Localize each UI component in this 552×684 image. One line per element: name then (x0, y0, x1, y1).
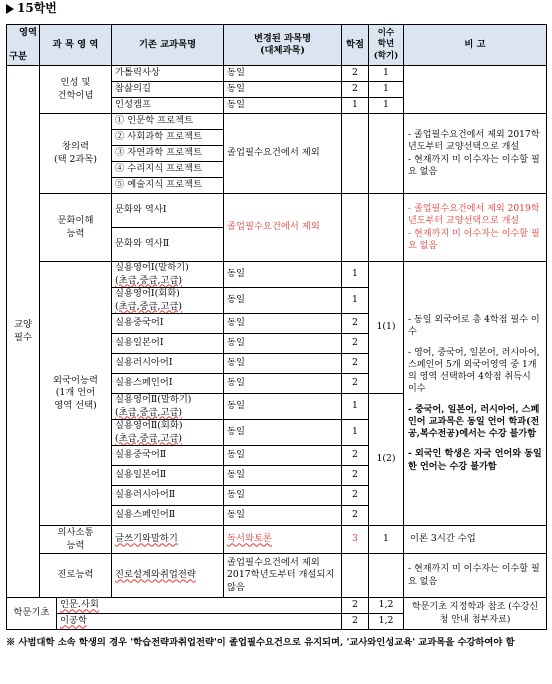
header-row (7, 25, 547, 66)
course-changed: 동일 (224, 354, 342, 374)
course-year: 1,2 (369, 614, 404, 630)
course-changed: 동일 (224, 288, 342, 314)
course-name: 실용스페인어Ⅰ (112, 374, 224, 394)
remarks-culture (404, 194, 547, 262)
note-1: - 동일 외국어로 총 4학점 필수 이수 (408, 315, 540, 338)
course-credits: 1 (342, 98, 369, 114)
course-credits: 2 (342, 314, 369, 334)
remarks-basic: 학문기초 지정학과 참조 (수강신청 안내 첨부자료) (404, 598, 547, 630)
table-row (7, 194, 547, 228)
course-name: 인성캠프 (112, 98, 224, 114)
note-2: - 현재까지 미 이수자는 이수할 필요 없음 (408, 228, 540, 251)
course-changed: 동일 (224, 506, 342, 526)
field-culture: 문화이해 능력 (40, 194, 112, 262)
course-credits: 2 (342, 374, 369, 394)
header-remarks: 비 고 (404, 25, 547, 66)
course-name: 진로설계와취업전략 (112, 554, 224, 598)
course-name-main: 실용영어Ⅰ(말하기) (115, 262, 189, 274)
course-changed: 동일 (224, 262, 342, 288)
header-area: 영역 (19, 27, 37, 38)
course-name (112, 420, 224, 446)
note-1: - 졸업필수요건에서 제외 2017학년도부터 교양선택으로 개설 (408, 129, 540, 153)
course-changed: 동일 (224, 486, 342, 506)
curriculum-table (6, 24, 547, 598)
course-name: 실용러시아어Ⅱ (112, 486, 224, 506)
course-name: 문화와 역사Ⅰ (112, 194, 224, 228)
course-credits: 2 (342, 486, 369, 506)
course-credits: 1 (342, 262, 369, 288)
course-name: 실용중국어Ⅰ (112, 314, 224, 334)
course-name-main: 실용영어Ⅰ(회화) (115, 288, 180, 300)
table-row (7, 66, 547, 82)
course-credits: 2 (342, 82, 369, 98)
course-changed: 동일 (224, 420, 342, 446)
course-changed: 졸업필수요건에서 제외 (224, 194, 342, 262)
course-name: 이공학 (57, 614, 342, 630)
course-name: ④ 수리지식 프로젝트 (112, 162, 224, 178)
credits-empty (342, 194, 369, 262)
course-changed: 동일 (224, 334, 342, 354)
header-year-line2: 학년 (377, 39, 395, 50)
remarks-creativity (404, 114, 547, 194)
course-changed: 동일 (224, 66, 342, 82)
course-changed: 독서와토론 (224, 526, 342, 554)
note-1: - 졸업필수요건에서 제외 2019학년도부터 교양선택으로 개설 (408, 203, 540, 227)
table-row (7, 526, 547, 554)
course-changed: 동일 (224, 466, 342, 486)
table-row (7, 598, 547, 614)
course-year: 1(1) (369, 262, 404, 394)
course-credits: 2 (342, 446, 369, 466)
course-name (112, 288, 224, 314)
header-credits: 학점 (342, 25, 369, 66)
course-changed: 동일 (224, 98, 342, 114)
year-empty (369, 194, 404, 262)
basic-table (6, 597, 547, 630)
field-humanity: 인성 및 건학이념 (40, 66, 112, 114)
table-row (7, 554, 547, 598)
area-division-header (7, 25, 40, 66)
course-credits: 2 (342, 66, 369, 82)
course-year: 1 (369, 98, 404, 114)
course-name: 실용스페인어Ⅱ (112, 506, 224, 526)
remarks-humanity (404, 66, 547, 114)
course-credits: 1 (342, 288, 369, 314)
course-name: 가톨릭사상 (112, 66, 224, 82)
course-year: 1 (369, 526, 404, 554)
course-name-sub: (초급,중급,고급) (115, 274, 183, 286)
year-empty (369, 554, 404, 598)
course-changed: 동일 (224, 394, 342, 420)
note-2: - 현재까지 미 이수자는 이수할 필요 없음 (408, 154, 540, 177)
course-name: ③ 자연과학 프로젝트 (112, 146, 224, 162)
footnote: ※ 사범대학 소속 학생의 경우 '학습전략과취업전략'이 졸업필수요건으로 유지되며, '교사와인성교육' 교과목을 수강하여야 함 (6, 637, 515, 648)
course-year: 1 (369, 66, 404, 82)
course-changed: 동일 (224, 446, 342, 466)
course-name: 실용일본어Ⅱ (112, 466, 224, 486)
course-changed: 동일 (224, 374, 342, 394)
remarks-career: - 현재까지 미 이수자는 이수할 필요 없음 (404, 554, 547, 598)
course-name: 글쓰기와말하기 (112, 526, 224, 554)
course-name-main: 실용영어Ⅱ(회화) (115, 420, 183, 432)
course-changed: 졸업필수요건에서 제외 (224, 114, 342, 194)
header-year-line1: 이수 (377, 28, 395, 39)
field-foreign: 외국어능력 (1개 언어 영역 선택) (40, 262, 112, 526)
course-name: 실용일본어Ⅰ (112, 334, 224, 354)
course-name: ① 인문학 프로젝트 (112, 114, 224, 130)
course-name: 참삶의길 (112, 82, 224, 98)
header-changed-line2: (대체과목) (260, 45, 305, 56)
course-year: 1(2) (369, 394, 404, 526)
header-year (369, 25, 404, 66)
main-group-label: 교양 필수 (7, 66, 40, 598)
course-changed: 동일 (224, 82, 342, 98)
table-row (7, 114, 547, 130)
field-communication: 의사소통 능력 (40, 526, 112, 554)
section-heading (6, 0, 57, 16)
header-division: 구분 (9, 50, 27, 62)
header-changed (224, 25, 342, 66)
credits-empty (342, 114, 369, 194)
field-creativity: 창의력 (택 2과목) (40, 114, 112, 194)
header-changed-line1: 변경된 과목명 (253, 32, 312, 44)
course-name: 실용중국어Ⅱ (112, 446, 224, 466)
course-year: 1,2 (369, 598, 404, 614)
course-credits: 2 (342, 466, 369, 486)
note-4: - 외국인 학생은 자국 언어와 동일한 언어는 수강 불가함 (408, 448, 542, 472)
year-empty (369, 114, 404, 194)
credits-empty (342, 554, 369, 598)
course-name: 문화와 역사Ⅱ (112, 228, 224, 262)
note-3: - 중국어, 일본어, 러시아어, 스페인어 교과목은 동일 언어 학과(전공,복수전공)에서는 수강 불가함 (408, 403, 540, 440)
course-name: 인문.사회 (57, 598, 342, 614)
course-credits: 1 (342, 420, 369, 446)
basic-group-label: 학문기초 (7, 598, 57, 630)
course-name: 실용러시아어Ⅰ (112, 354, 224, 374)
course-year: 1 (369, 82, 404, 98)
table-row (7, 262, 547, 288)
course-credits: 2 (342, 598, 369, 614)
triangle-bullet-icon (6, 4, 14, 14)
course-changed: 동일 (224, 314, 342, 334)
note-2: - 영어, 중국어, 일본어, 러시아어, 스페인어 5개 외국어영역 중 1개의 영역 선택하여 4학점 취득시 이수 (408, 347, 540, 395)
course-name-main: 실용영어Ⅱ(말하기) (115, 394, 192, 406)
course-credits: 3 (342, 526, 369, 554)
course-name-sub: (초급,중급,고급) (115, 300, 183, 312)
course-credits: 2 (342, 506, 369, 526)
course-credits: 1 (342, 394, 369, 420)
course-name (112, 394, 224, 420)
course-credits: 2 (342, 614, 369, 630)
course-name: ② 사회과학 프로젝트 (112, 130, 224, 146)
field-career: 진로능력 (40, 554, 112, 598)
course-credits: 2 (342, 354, 369, 374)
course-credits: 2 (342, 334, 369, 354)
course-changed: 졸업필수요건에서 제외 2017학년도부터 개설되지 않음 (224, 554, 342, 598)
heading-text: 15학번 (17, 1, 57, 15)
header-field: 과 목 영 역 (40, 25, 112, 66)
course-name-sub: (초급,중급,고급) (115, 432, 183, 444)
course-name (112, 262, 224, 288)
header-year-line3: (학기) (373, 50, 399, 61)
course-name-sub: (초급,중급,고급) (115, 406, 183, 418)
course-name: ⑤ 예술지식 프로젝트 (112, 178, 224, 194)
remarks-foreign (404, 262, 547, 526)
remarks-communication: 이론 3시간 수업 (404, 526, 547, 554)
header-existing: 기존 교과목명 (112, 25, 224, 66)
